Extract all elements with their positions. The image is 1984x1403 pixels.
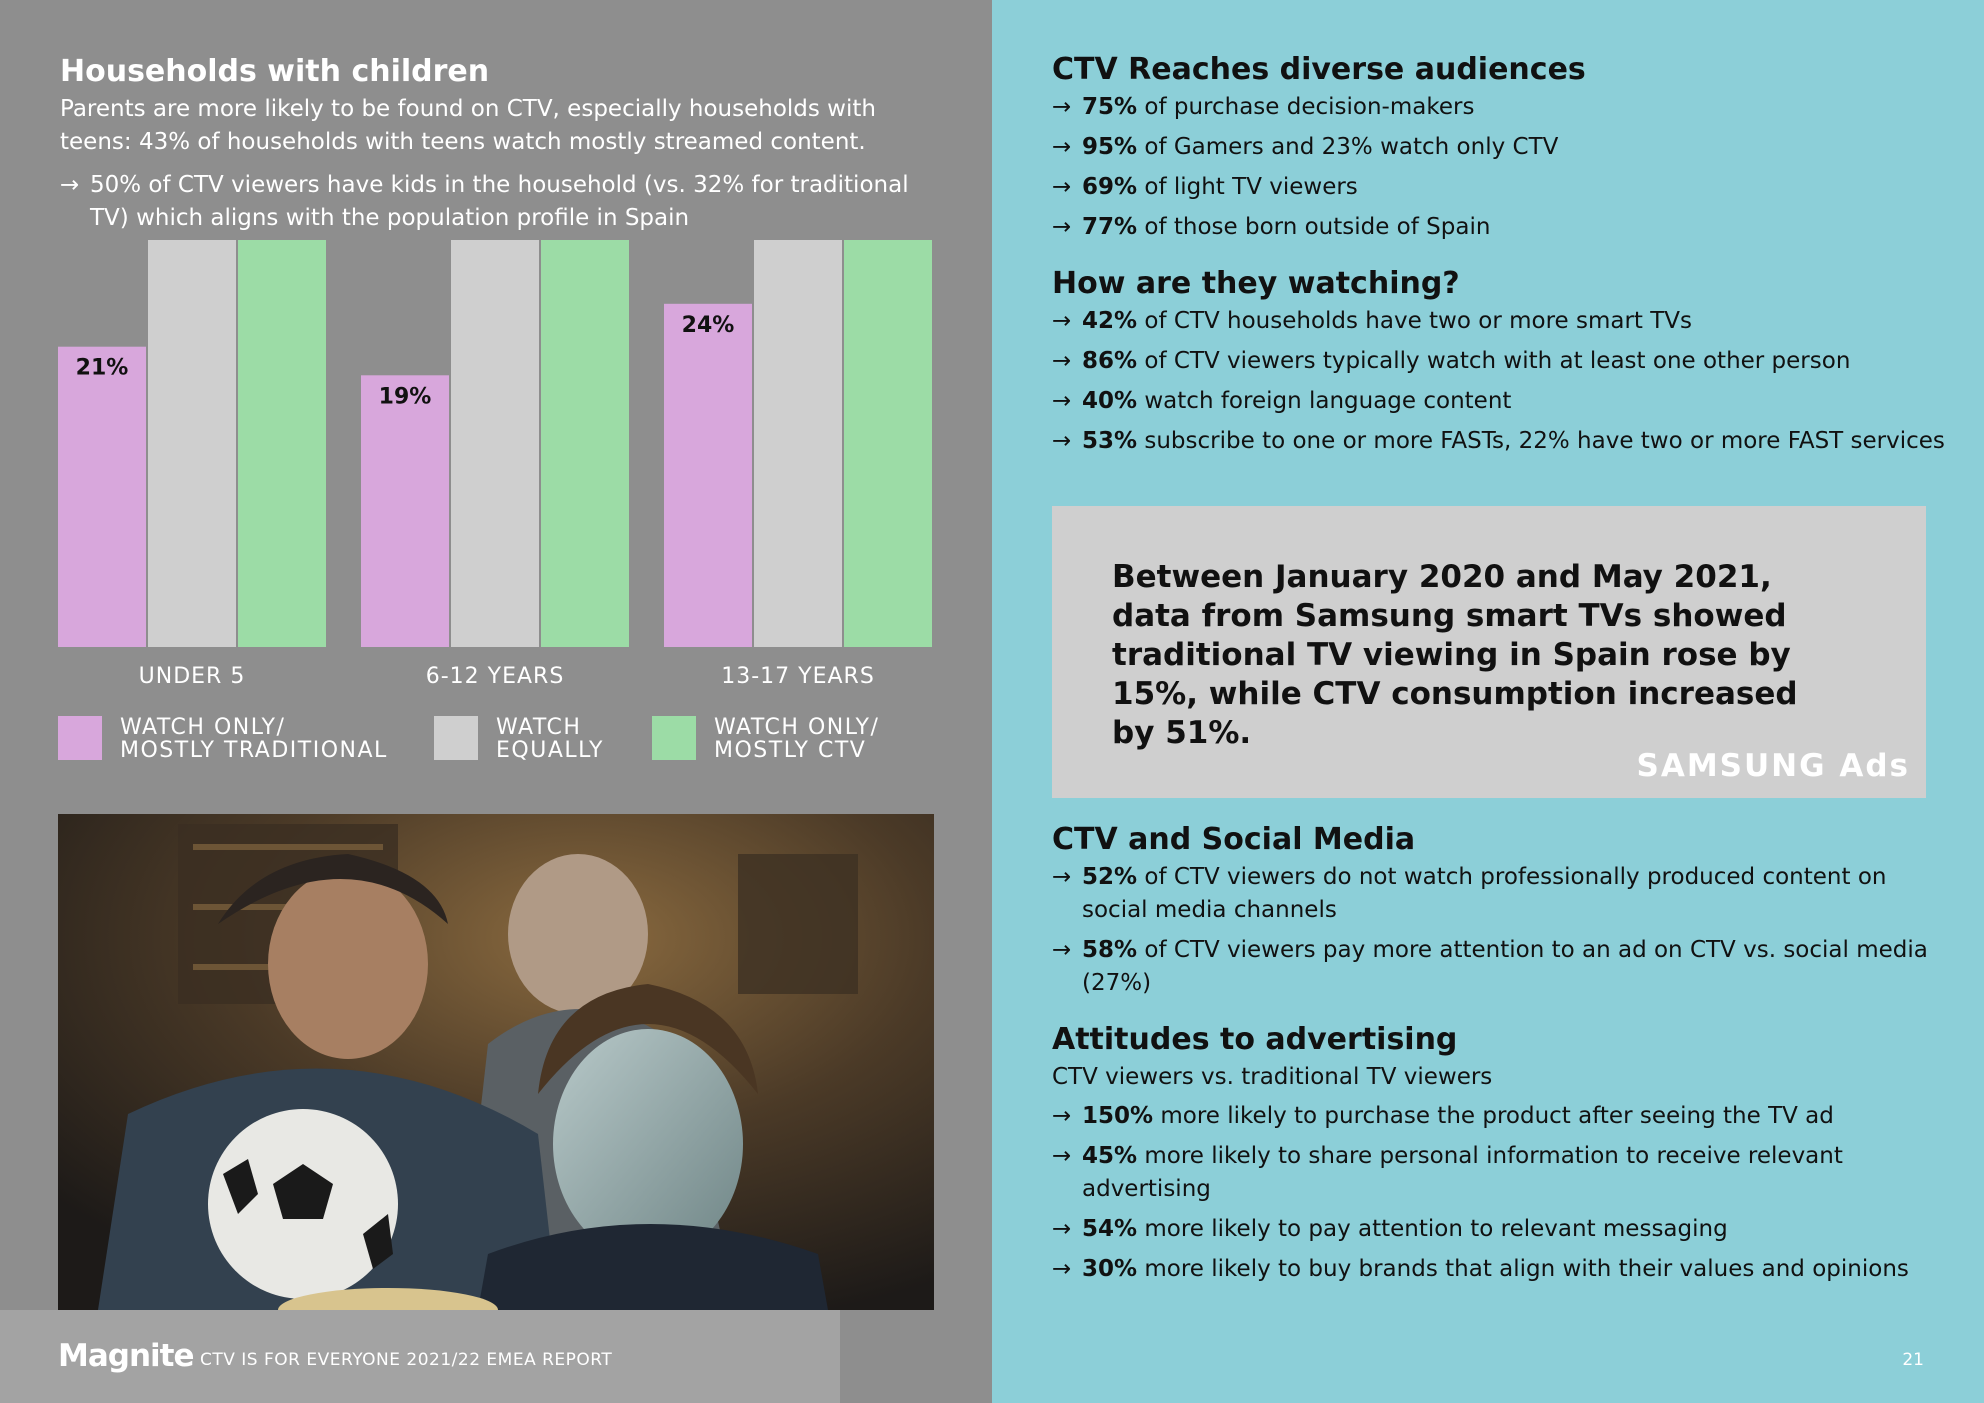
legend-line: MOSTLY CTV (714, 738, 867, 763)
right-section (1052, 822, 1952, 1000)
stat-value: 58% (1082, 937, 1138, 963)
arrow-icon: → (1052, 1143, 1072, 1169)
stat-text: of CTV households have two or more smart TVs (1137, 308, 1693, 334)
section-title: Households with children (60, 54, 490, 89)
stat-list (1052, 861, 1952, 1000)
arrow-icon: → (1052, 388, 1072, 414)
bar-2-2 (451, 240, 539, 647)
arrow-icon: → (1052, 308, 1072, 334)
report-title: CTV IS FOR EVERYONE 2021/22 EMEA REPORT (200, 1350, 613, 1370)
stat-text: more likely to pay attention to relevant messaging (1137, 1216, 1728, 1242)
bullet-item (60, 169, 940, 235)
arrow-icon: → (1052, 1103, 1072, 1129)
samsung-ads-logo: SAMSUNG Ads (1636, 748, 1910, 784)
arrow-icon: → (1052, 348, 1072, 374)
stat-value: 52% (1082, 864, 1138, 890)
section-heading: Attitudes to advertising (1052, 1022, 1458, 1057)
legend-line: MOSTLY TRADITIONAL (120, 738, 388, 763)
stat-item (1052, 1253, 1952, 1286)
stat-value: 40% (1082, 388, 1138, 414)
legend-line: WATCH (496, 715, 582, 740)
arrow-icon: → (1052, 94, 1072, 120)
samsung-quote-box (1052, 506, 1926, 798)
arrow-icon: → (1052, 1216, 1072, 1242)
stat-value: 75% (1082, 94, 1138, 120)
bar-1-3 (238, 240, 326, 647)
section-heading: How are they watching? (1052, 266, 1460, 301)
stat-value: 95% (1082, 134, 1138, 160)
right-sections-top (1052, 52, 1952, 480)
legend-label (120, 716, 388, 762)
stat-item (1052, 934, 1952, 1000)
bar-3-1 (664, 304, 752, 647)
legend-line: WATCH ONLY/ (714, 715, 880, 740)
section-heading: CTV Reaches diverse audiences (1052, 52, 1586, 87)
page-number: 21 (1902, 1350, 1924, 1370)
legend-swatch (58, 716, 102, 760)
right-panel (992, 0, 1984, 1403)
stat-value: 42% (1082, 308, 1138, 334)
bar-2-3 (541, 240, 629, 647)
stat-text: of Gamers and 23% watch only CTV (1137, 134, 1559, 160)
stat-text: watch foreign language content (1137, 388, 1512, 414)
family-watching-tv-photo (58, 814, 934, 1310)
section-heading: CTV and Social Media (1052, 822, 1416, 857)
stat-item (1052, 1100, 1952, 1133)
stat-item (1052, 1140, 1952, 1206)
arrow-icon: → (1052, 134, 1072, 160)
magnite-logo: Magnite (58, 1338, 194, 1374)
arrow-icon: → (1052, 174, 1072, 200)
stat-item (1052, 385, 1952, 418)
legend-swatch (434, 716, 478, 760)
category-label: UNDER 5 (138, 664, 246, 689)
stat-item (1052, 211, 1952, 244)
arrow-icon: → (1052, 1256, 1072, 1282)
bullet-text: 50% of CTV viewers have kids in the household (vs. 32% for traditional TV) which aligns with the population profile in Spain (90, 172, 909, 231)
category-label: 13-17 YEARS (721, 664, 875, 689)
stat-value: 77% (1082, 214, 1138, 240)
stat-item (1052, 131, 1952, 164)
quote-text: Between January 2020 and May 2021, data from Samsung smart TVs showed traditional TV viewing in Spain rose by 15%, while CTV consumption increased by 51%. (1112, 559, 1798, 751)
stat-list (1052, 1100, 1952, 1286)
bar-value-label: 19% (378, 384, 432, 410)
stat-value: 30% (1082, 1256, 1138, 1282)
stat-value: 86% (1082, 348, 1138, 374)
households-section (60, 54, 940, 235)
legend-line: WATCH ONLY/ (120, 715, 286, 740)
bar-2-1 (361, 375, 449, 647)
bar-3-3 (844, 240, 932, 647)
stat-text: more likely to share personal information to receive relevant advertising (1082, 1143, 1843, 1202)
section-subtitle: CTV viewers vs. traditional TV viewers (1052, 1064, 1493, 1090)
stat-item (1052, 861, 1952, 927)
stat-item (1052, 305, 1952, 338)
arrow-icon: → (1052, 937, 1072, 963)
arrow-icon: → (60, 172, 80, 198)
stat-item (1052, 345, 1952, 378)
stat-text: of those born outside of Spain (1137, 214, 1491, 240)
legend-label (714, 716, 879, 762)
bar-value-label: 24% (681, 312, 735, 338)
arrow-icon: → (1052, 214, 1072, 240)
stat-text: of light TV viewers (1137, 174, 1358, 200)
right-section (1052, 266, 1952, 458)
right-sections-bottom (1052, 822, 1952, 1308)
stat-list (1052, 305, 1952, 458)
stat-text: subscribe to one or more FASTs, 22% have two or more FAST services (1137, 428, 1945, 454)
stat-item (1052, 425, 1952, 458)
stat-text: more likely to buy brands that align with their values and opinions (1137, 1256, 1909, 1282)
stat-item (1052, 1213, 1952, 1246)
bar-3-2 (754, 240, 842, 647)
legend-swatch (652, 716, 696, 760)
stat-item (1052, 91, 1952, 124)
stat-list (1052, 91, 1952, 244)
arrow-icon: → (1052, 428, 1072, 454)
right-section (1052, 1022, 1952, 1286)
bar-1-2 (148, 240, 236, 647)
stat-text: of CTV viewers do not watch professionally produced content on social media channels (1082, 864, 1887, 923)
stat-text: of purchase decision-makers (1137, 94, 1475, 120)
legend-line: EQUALLY (496, 738, 604, 763)
stat-value: 54% (1082, 1216, 1138, 1242)
category-label: 6-12 YEARS (425, 664, 565, 689)
bar-value-label: 21% (75, 355, 129, 381)
bar-1-1 (58, 347, 146, 647)
households-bar-chart (0, 240, 992, 700)
arrow-icon: → (1052, 864, 1072, 890)
stat-value: 69% (1082, 174, 1138, 200)
stat-item (1052, 171, 1952, 204)
stat-value: 45% (1082, 1143, 1138, 1169)
chart-legend (58, 716, 948, 762)
stat-value: 53% (1082, 428, 1138, 454)
stat-text: of CTV viewers pay more attention to an ad on CTV vs. social media (27%) (1082, 937, 1928, 996)
stat-value: 150% (1082, 1103, 1154, 1129)
legend-label (496, 716, 604, 762)
stat-text: more likely to purchase the product after seeing the TV ad (1153, 1103, 1834, 1129)
stat-text: of CTV viewers typically watch with at least one other person (1137, 348, 1851, 374)
intro-paragraph: Parents are more likely to be found on CTV, especially households with teens: 43% of households with teens watch mostly streamed content. (60, 96, 876, 155)
right-section (1052, 52, 1952, 244)
